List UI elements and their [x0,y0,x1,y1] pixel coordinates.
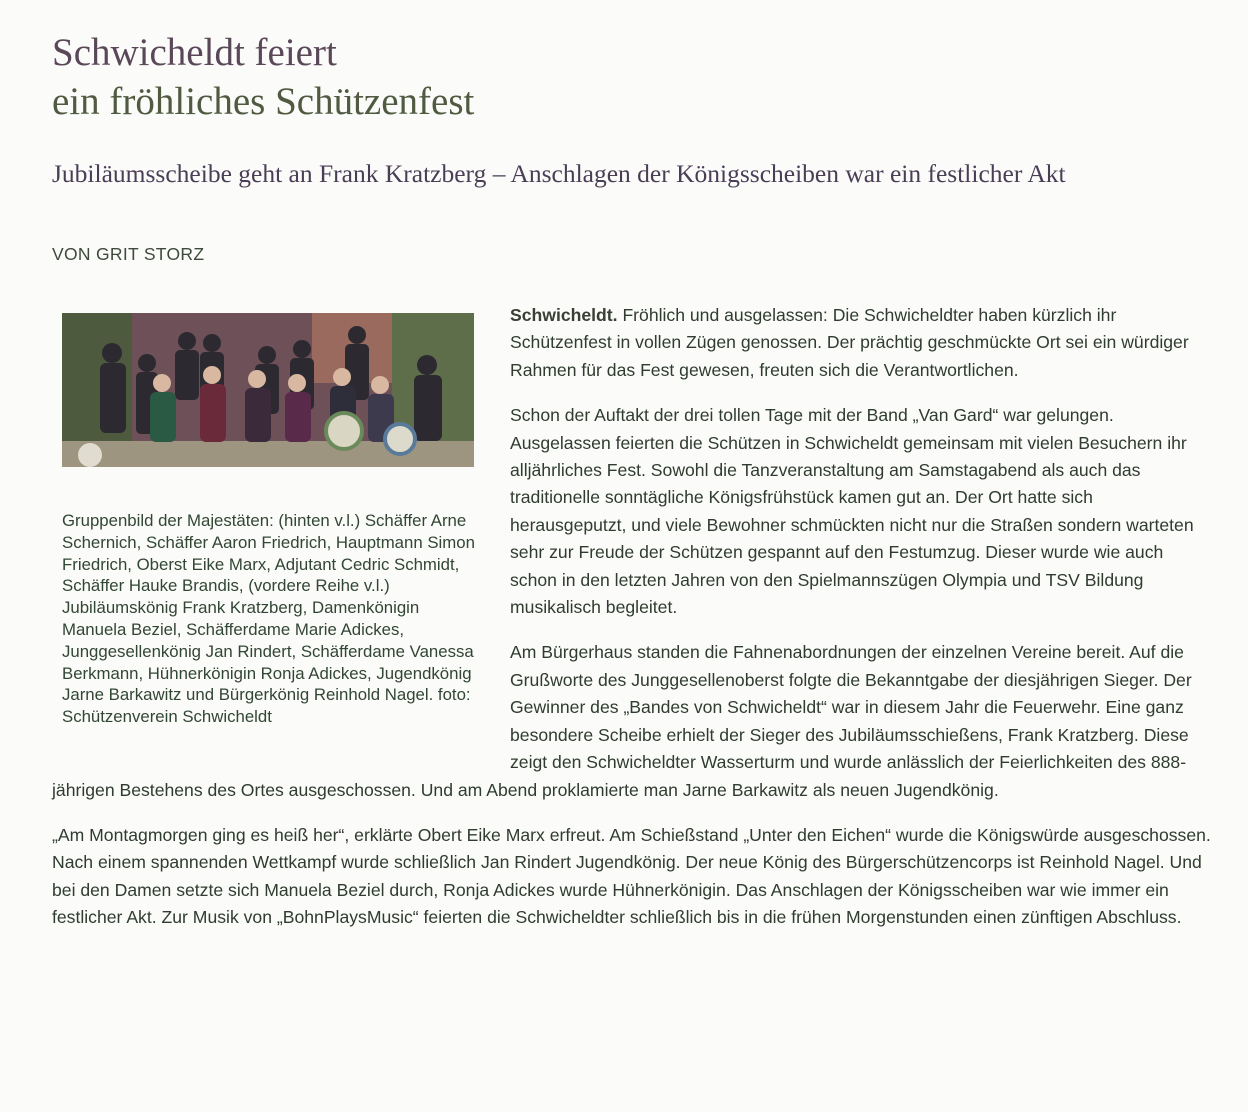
photo-caption: Gruppenbild der Majestäten: (hinten v.l.) Schäffer Arne Schernich, Schäffer Aaron Friedrich, Hauptmann Simon Friedrich, Oberst Eike Marx, Adjutant Cedric Schmidt, Schäffer Hauke Brandis, (vordere Reihe v.l.) Jubiläumskönig Frank Kratzberg, Damenkönigin Manuela Beziel, Schäfferdame Marie Adickes, Junggesellenkönig Jan Rindert, Schäfferdame Vanessa Berkmann, Hühnerkönigin Ronja Adickes, Jugendkönig Jarne Barkawitz und Bürgerkönig Reinhold Nagel. foto: Schützenverein Schwicheldt [62,511,475,727]
article-subheadline: Jubiläumsscheibe geht an Frank Kratzberg – Anschlagen der Königsscheiben war ein festlicher Akt [52,159,1066,188]
author-byline: VON GRIT STORZ [52,244,205,264]
article-paragraph-4: „Am Montagmorgen ging es heiß her“, erklärte Obert Eike Marx erfreut. Am Schießstand „Unter den Eichen“ wurde die Königswürde ausgeschossen. Nach einem spannenden Wettkampf wurde schließlich Jan Rindert Jugendkönig. Der neue König des Bürgerschützencorps ist Reinhold Nagel. Und bei den Damen setzte sich Manuela Beziel durch, Ronja Adickes wurde Hühnerkönigin. Das Anschlagen der Königsscheiben war wie immer ein festlicher Akt. Zur Musik von „BohnPlaysMusic“ feierten die Schwicheldter schließlich bis in die frühen Morgenstunden einen zünftigen Abschluss. [52,824,1211,928]
article-body [52,302,1212,950]
headline-line-1: Schwicheldt feiert [52,31,337,74]
article-dateline: Schwicheldt. [510,305,618,325]
article-paragraph-1-text: Fröhlich und ausgelassen: Die Schwicheldter haben kürzlich ihr Schützenfest in vollen Zügen genossen. Der prächtig geschmückte Ort sei ein würdiger Rahmen für das Fest gewesen, freuten sich die Verantwortlichen. [510,305,1189,380]
article-paragraph-2: Schon der Auftakt der drei tollen Tage mit der Band „Van Gard“ war gelungen. Ausgelassen feierten die Schützen in Schwicheldt gemeinsam mit vielen Besuchern ihr alljährliches Fest. Sowohl die Tanzveranstaltung am Samstagabend als auch das traditionelle sonntägliche Königsfrühstück kamen gut an. Der Ort hatte sich herausgeputzt, und viele Bewohner schmückten nicht nur die Straßen sondern warteten sehr zur Freude der Schützen gespannt auf den Festumzug. Dieser wurde wie auch schon in den letzten Jahren von den Spielmannszügen Olympia und TSV Bildung musikalisch begleitet. [510,405,1194,618]
article-paragraph-3: Am Bürgerhaus standen die Fahnenabordnungen der einzelnen Vereine bereit. Auf die Grußworte des Junggesellenoberst folgte die Bekanntgabe der diesjährigen Sieger. Der Gewinner des „Bandes von Schwicheldt“ war in diesem Jahr die Feuerwehr. Eine ganz besondere Scheibe erhielt der Sieger des Jubiläumsschießens, Frank Kratzberg. Diese zeigt den Schwicheldter Wasserturm und wurde anlässlich der Feierlichkeiten des 888-jährigen Bestehens des Ortes ausgeschossen. Und am Abend proklamierte man Jarne Barkawitz als neuen Jugendkönig. [52,642,1192,800]
headline-line-2: ein fröhliches Schützenfest [52,80,475,123]
photo-column-spacer [52,302,510,756]
article-headline [52,28,474,126]
